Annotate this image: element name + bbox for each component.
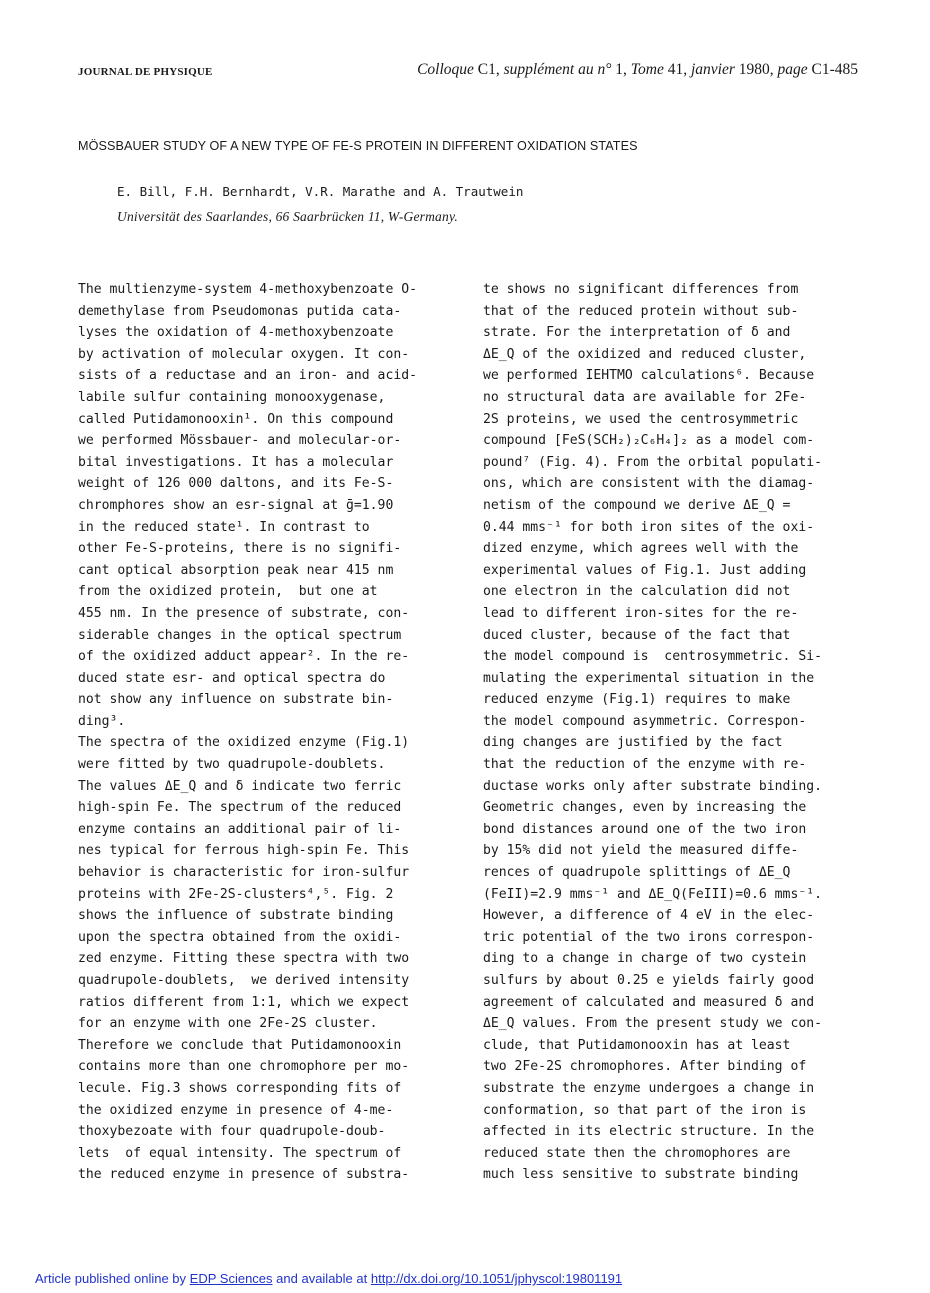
- text-line: two 2Fe-2S chromophores. After binding of: [483, 1059, 807, 1075]
- text-line: thoxybezoate with four quadrupole-doub-: [78, 1124, 386, 1140]
- text-line: the oxidized enzyme in presence of 4-me-: [78, 1102, 394, 1118]
- journal-name: JOURNAL DE PHYSIQUE: [78, 66, 213, 78]
- text-line: quadrupole-doublets, we derived intensity: [78, 973, 410, 988]
- text-line: the model compound asymmetric. Correspon-: [483, 713, 807, 729]
- affiliation: Universität des Saarlandes, 66 Saarbrücken 11, W-Germany.: [117, 209, 458, 224]
- text-line: lecule. Fig.3 shows corresponding fits of: [78, 1080, 402, 1096]
- text-line: shows the influence of substrate binding: [78, 908, 394, 924]
- body-column-left: [78, 279, 458, 1186]
- text-line: The spectra of the oxidized enzyme (Fig.1): [78, 735, 410, 751]
- text-line: contains more than one chromophore per mo-: [78, 1059, 410, 1075]
- text-line: rences of quadrupole splittings of ΔE_Q: [483, 865, 791, 881]
- text-line: clude, that Putidamonooxin has at least: [483, 1037, 791, 1053]
- text-line: netism of the compound we derive ΔE_Q =: [483, 497, 791, 513]
- text-line: te shows no significant differences from: [483, 282, 799, 297]
- text-line: ding changes are justified by the fact: [483, 735, 783, 751]
- text-line: ons, which are consistent with the diamag-: [483, 476, 815, 492]
- text-line: Geometric changes, even by increasing the: [483, 800, 807, 816]
- text-line: dized enzyme, which agrees well with the: [483, 541, 799, 557]
- text-line: by activation of molecular oxygen. It con-: [78, 346, 410, 362]
- text-line: pound⁷ (Fig. 4). From the orbital populati-: [483, 454, 822, 470]
- text-line: not show any influence on substrate bin-: [78, 692, 394, 708]
- text-line: lead to different iron-sites for the re-: [483, 605, 799, 621]
- text-line: demethylase from Pseudomonas putida cata-: [78, 303, 402, 319]
- text-line: the reduced enzyme in presence of substra-: [78, 1167, 410, 1183]
- text-line: 455 nm. In the presence of substrate, con-: [78, 605, 410, 621]
- text-line: siderable changes in the optical spectrum: [78, 627, 402, 643]
- text-line: that of the reduced protein without sub-: [483, 303, 799, 319]
- edp-sciences-link[interactable]: EDP Sciences: [189, 1271, 273, 1286]
- text-line: compound [FeS(SCH₂)₂C₆H₄]₂ as a model com-: [483, 433, 815, 449]
- text-line: ding³.: [78, 713, 126, 729]
- text-line: of the oxidized adduct appear². In the re-: [78, 649, 410, 665]
- supplement-label: supplément au n°: [503, 61, 612, 78]
- text-line: behavior is characteristic for iron-sulfur: [78, 865, 410, 881]
- text-line: lyses the oxidation of 4-methoxybenzoate: [78, 325, 394, 341]
- text-line: agreement of calculated and measured δ and: [483, 994, 815, 1010]
- colloque-number: C1,: [477, 61, 500, 78]
- text-line: 2S proteins, we used the centrosymmetric: [483, 411, 799, 427]
- text-line: upon the spectra obtained from the oxidi-: [78, 929, 402, 945]
- text-line: the model compound is centrosymmetric. Si-: [483, 649, 822, 665]
- tome-number: 41,: [667, 61, 688, 78]
- text-line: zed enzyme. Fitting these spectra with two: [78, 951, 410, 967]
- issue-number: 1,: [615, 61, 627, 78]
- doi-link[interactable]: http://dx.doi.org/10.1051/jphyscol:19801191: [370, 1271, 623, 1286]
- text-line: duced state esr- and optical spectra do: [78, 670, 386, 686]
- text-line: weight of 126 000 daltons, and its Fe-S-: [78, 476, 394, 492]
- footer-middle: and available at: [276, 1271, 368, 1286]
- text-line: duced cluster, because of the fact that: [483, 627, 791, 643]
- text-line: conformation, so that part of the iron is: [483, 1102, 807, 1118]
- text-line: ΔE_Q values. From the present study we con-: [483, 1016, 822, 1032]
- publication-footer: [35, 1271, 622, 1286]
- text-line: enzyme contains an additional pair of li-: [78, 821, 402, 837]
- text-line: bital investigations. It has a molecular: [78, 454, 394, 470]
- text-line: sists of a reductase and an iron- and acid-: [78, 368, 417, 384]
- text-line: we performed Mössbauer- and molecular-or-: [78, 433, 402, 449]
- text-line: in the reduced state¹. In contrast to: [78, 519, 370, 535]
- text-line: for an enzyme with one 2Fe-2S cluster.: [78, 1016, 378, 1032]
- text-line: ΔE_Q of the oxidized and reduced cluster,: [483, 346, 807, 362]
- year: 1980,: [738, 61, 774, 78]
- text-line: reduced state then the chromophores are: [483, 1145, 791, 1161]
- text-line: (FeII)=2.9 mms⁻¹ and ΔE_Q(FeIII)=0.6 mms⁻¹.: [483, 886, 822, 902]
- text-line: However, a difference of 4 eV in the elec-: [483, 908, 815, 924]
- text-line: called Putidamonooxin¹. On this compound: [78, 411, 394, 427]
- citation-header: [417, 61, 858, 79]
- text-line: by 15% did not yield the measured diffe-: [483, 843, 799, 859]
- text-line: experimental values of Fig.1. Just adding: [483, 562, 807, 578]
- text-line: affected in its electric structure. In the: [483, 1124, 815, 1140]
- text-line: tric potential of the two irons correspon-: [483, 929, 815, 945]
- body-column-right: [483, 279, 863, 1186]
- tome-label: Tome: [630, 61, 664, 78]
- page-number: C1-485: [811, 61, 858, 78]
- text-line: 0.44 mms⁻¹ for both iron sites of the oxi-: [483, 519, 815, 535]
- text-line: labile sulfur containing monooxygenase,: [78, 389, 386, 405]
- text-line: The values ΔE_Q and δ indicate two ferric: [78, 778, 402, 794]
- text-line: reduced enzyme (Fig.1) requires to make: [483, 692, 791, 708]
- text-line: chromphores show an esr-signal at ḡ=1.90: [78, 497, 394, 513]
- footer-prefix: Article published online by: [35, 1271, 187, 1286]
- text-line: much less sensitive to substrate binding: [483, 1167, 799, 1183]
- text-line: other Fe-S-proteins, there is no signifi-: [78, 541, 402, 557]
- author-list: E. Bill, F.H. Bernhardt, V.R. Marathe and A. Trautwein: [117, 184, 524, 199]
- text-line: Therefore we conclude that Putidamonooxin: [78, 1037, 402, 1053]
- text-line: The multienzyme-system 4-methoxybenzoate O-: [78, 282, 417, 297]
- month-label: janvier: [690, 61, 735, 78]
- text-line: proteins with 2Fe-2S-clusters⁴,⁵. Fig. 2: [78, 886, 394, 902]
- text-line: no structural data are available for 2Fe-: [483, 389, 807, 405]
- text-line: bond distances around one of the two iron: [483, 821, 807, 837]
- text-line: nes typical for ferrous high-spin Fe. This: [78, 843, 410, 859]
- text-line: substrate the enzyme undergoes a change in: [483, 1080, 815, 1096]
- text-line: were fitted by two quadrupole-doublets.: [78, 757, 386, 773]
- text-line: from the oxidized protein, but one at: [78, 584, 378, 600]
- page-label: page: [777, 61, 808, 78]
- text-line: ductase works only after substrate binding.: [483, 778, 822, 794]
- text-line: sulfurs by about 0.25 e yields fairly good: [483, 973, 815, 988]
- text-line: cant optical absorption peak near 415 nm: [78, 562, 394, 578]
- text-line: one electron in the calculation did not: [483, 584, 791, 600]
- text-line: strate. For the interpretation of δ and: [483, 325, 791, 341]
- text-line: ratios different from 1:1, which we expect: [78, 994, 410, 1010]
- colloque-label: Colloque: [417, 61, 474, 78]
- text-line: lets of equal intensity. The spectrum of: [78, 1145, 402, 1161]
- text-line: high-spin Fe. The spectrum of the reduced: [78, 800, 402, 816]
- paper-title: MÖSSBAUER STUDY OF A NEW TYPE OF FE-S PROTEIN IN DIFFERENT OXIDATION STATES: [78, 139, 638, 153]
- text-line: we performed IEHTMO calculations⁶. Because: [483, 368, 815, 384]
- text-line: that the reduction of the enzyme with re-: [483, 757, 807, 773]
- text-line: mulating the experimental situation in the: [483, 670, 815, 686]
- text-line: ding to a change in charge of two cystein: [483, 951, 807, 967]
